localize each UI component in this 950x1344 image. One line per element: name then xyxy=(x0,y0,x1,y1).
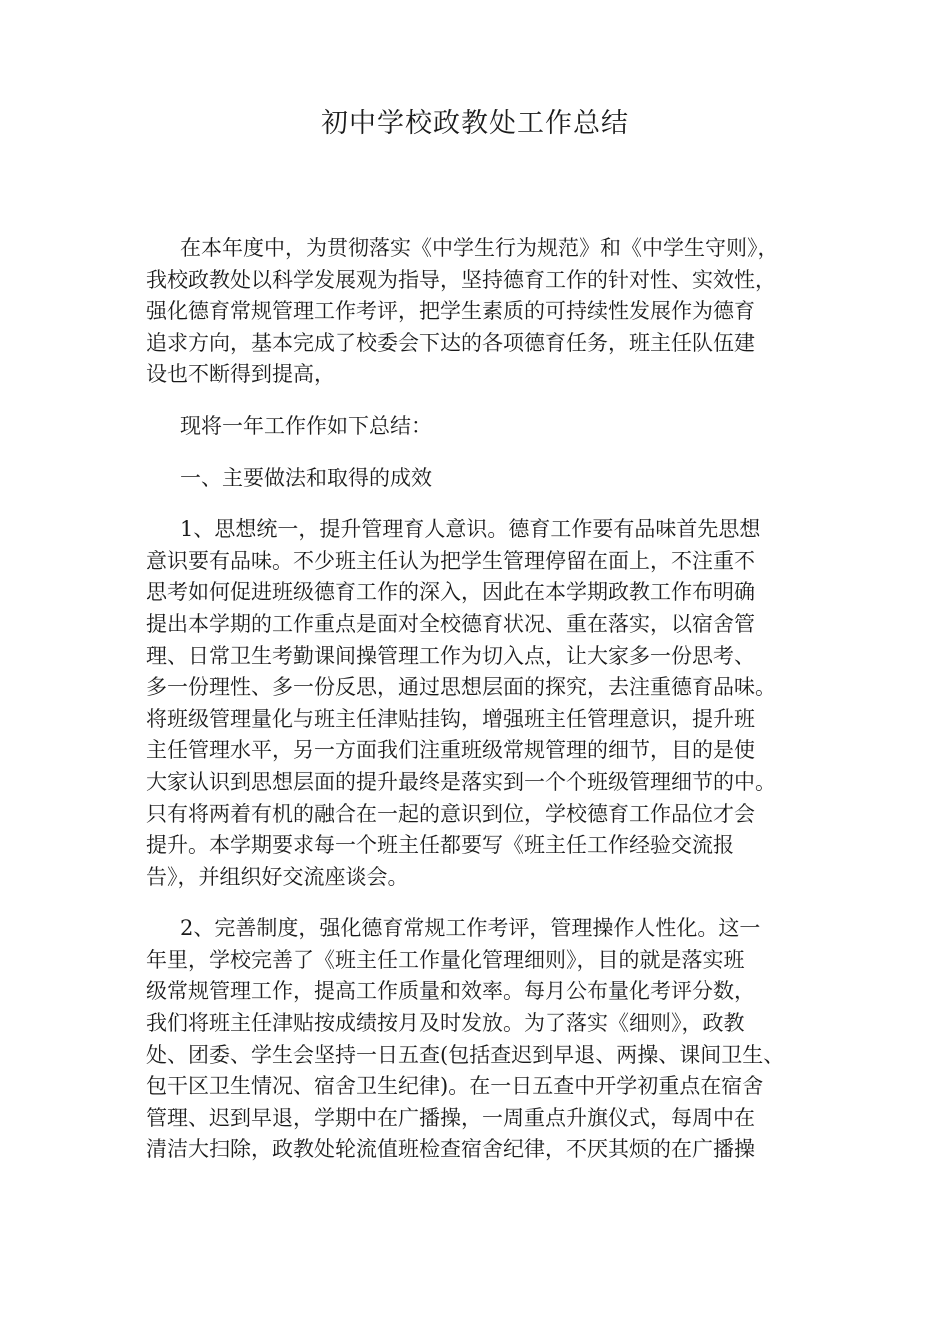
paragraph-item-1 xyxy=(146,514,826,893)
text-line: 提出本学期的工作重点是面对全校德育状况、重在落实，以宿舍管 xyxy=(146,611,755,636)
text-line: 清洁大扫除，政教处轮流值班检查宿舍纪律，不厌其烦的在广播操 xyxy=(146,1137,755,1162)
text-line: 1、思想统一，提升管理育人意识。德育工作要有品味首先思想 xyxy=(180,517,761,542)
text-line: 级常规管理工作，提高工作质量和效率。每月公布量化考评分数， xyxy=(146,979,755,1004)
document-title: 初中学校政教处工作总结 xyxy=(321,108,629,139)
text-line: 一、主要做法和取得的成效 xyxy=(180,465,432,490)
paragraph-intro xyxy=(146,233,826,391)
text-line: 强化德育常规管理工作考评，把学生素质的可持续性发展作为德育 xyxy=(146,299,755,324)
text-line: 在本年度中，为贯彻落实《中学生行为规范》和《中学生守则》， xyxy=(180,236,779,260)
text-line: 告》，并组织好交流座谈会。 xyxy=(146,864,409,889)
text-line: 思考如何促进班级德育工作的深入，因此在本学期政教工作布明确 xyxy=(146,580,755,605)
text-line: 我校政教处以科学发展观为指导，坚持德育工作的针对性、实效性， xyxy=(146,267,776,292)
text-line: 意识要有品味。不少班主任认为把学生管理停留在面上，不注重不 xyxy=(146,548,755,573)
text-line: 提升。本学期要求每一个班主任都要写《班主任工作经验交流报 xyxy=(146,833,734,858)
text-line: 将班级管理量化与班主任津贴挂钩，增强班主任管理意识，提升班 xyxy=(146,706,755,731)
text-line: 理、日常卫生考勤课间操管理工作为切入点，让大家多一份思考、 xyxy=(146,643,755,668)
text-line: 只有将两着有机的融合在一起的意识到位，学校德育工作品位才会 xyxy=(146,801,755,826)
text-line: 多一份理性、多一份反思，通过思想层面的探究，去注重德育品味。 xyxy=(146,675,776,700)
section-heading xyxy=(146,463,826,495)
text-line: 大家认识到思想层面的提升最终是落实到一个个班级管理细节的中。 xyxy=(146,769,776,794)
text-line: 我们将班主任津贴按成绩按月及时发放。为了落实《细则》，政教 xyxy=(146,1011,745,1036)
text-line: 追求方向，基本完成了校委会下达的各项德育任务，班主任队伍建 xyxy=(146,330,755,355)
text-line: 年里，学校完善了《班主任工作量化管理细则》，目的就是落实班 xyxy=(146,947,745,972)
text-line: 包干区卫生情况、宿舍卫生纪律)。在一日五查中开学初重点在宿舍 xyxy=(146,1074,764,1099)
text-line: 管理、迟到早退，学期中在广播操，一周重点升旗仪式，每周中在 xyxy=(146,1105,755,1130)
document-body xyxy=(146,233,826,1166)
paragraph-summary-lead xyxy=(146,411,826,443)
paragraph-item-2 xyxy=(146,913,826,1166)
text-line: 2、完善制度，强化德育常规工作考评，管理操作人性化。这一 xyxy=(180,916,761,941)
text-line: 设也不断得到提高， xyxy=(146,362,335,387)
text-line: 现将一年工作作如下总结： xyxy=(180,413,432,438)
text-line: 主任管理水平，另一方面我们注重班级常规管理的细节，目的是使 xyxy=(146,738,755,763)
text-line: 处、团委、学生会坚持一日五查(包括查迟到早退、两操、课间卫生、 xyxy=(146,1042,785,1067)
